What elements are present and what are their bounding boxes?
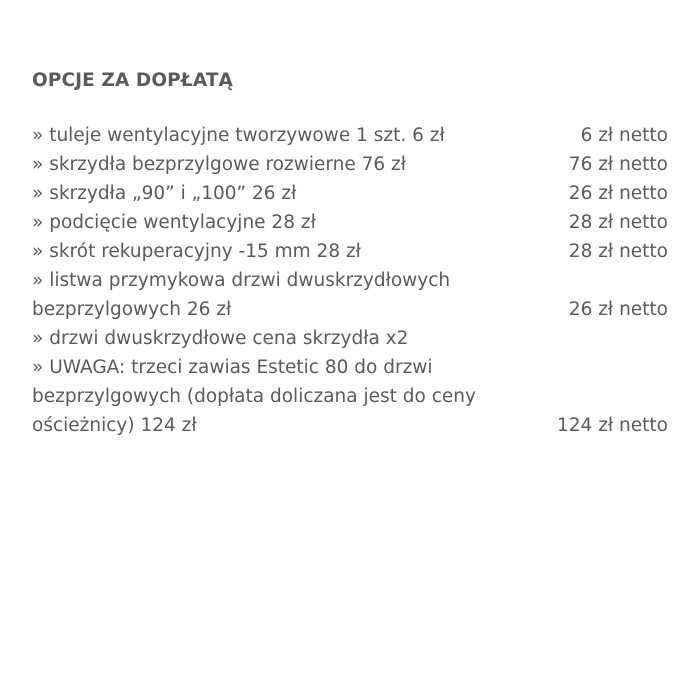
options-list [32,121,668,440]
option-ventilation-undercut [32,208,668,237]
option-description: » skrót rekuperacyjny -15 mm 28 zł [32,241,361,262]
option-description: » skrzydła bezprzylgowe rozwierne 76 zł [32,154,407,175]
option-price: 124 zł netto [557,415,668,436]
option-description: » skrzydła „90” i „100” 26 zł [32,183,297,204]
option-description: » podcięcie wentylacyjne 28 zł [32,212,316,233]
option-price: 6 zł netto [580,125,668,146]
section-title: OPCJE ZA DOPŁATĄ [32,70,233,91]
option-description-line-2: bezprzylgowych 26 zł [32,299,232,320]
option-third-hinge-note [32,353,668,440]
option-price: 26 zł netto [568,299,668,320]
option-rebateless-leaves [32,150,668,179]
option-price: 76 zł netto [568,154,668,175]
option-recuperation-cut [32,237,668,266]
option-description: » tuleje wentylacyjne tworzywowe 1 szt. 6 zł [32,125,445,146]
option-description: » drzwi dwuskrzydłowe cena skrzydła x2 [32,328,409,349]
option-description-line-1: » listwa przymykowa drzwi dwuskrzydłowych [32,270,451,291]
option-price: 26 zł netto [568,183,668,204]
option-price: 28 zł netto [568,212,668,233]
option-description-line-2: bezprzylgowych (dopłata doliczana jest do ceny [32,386,476,407]
option-description-line-1: » UWAGA: trzeci zawias Estetic 80 do drzwi [32,357,433,378]
option-closing-strip [32,266,668,324]
option-ventilation-sleeves [32,121,668,150]
option-description-line-3: ościeżnicy) 124 zł [32,415,197,436]
option-leaves-90-100 [32,179,668,208]
option-price: 28 zł netto [568,241,668,262]
option-double-door-price [32,324,668,353]
